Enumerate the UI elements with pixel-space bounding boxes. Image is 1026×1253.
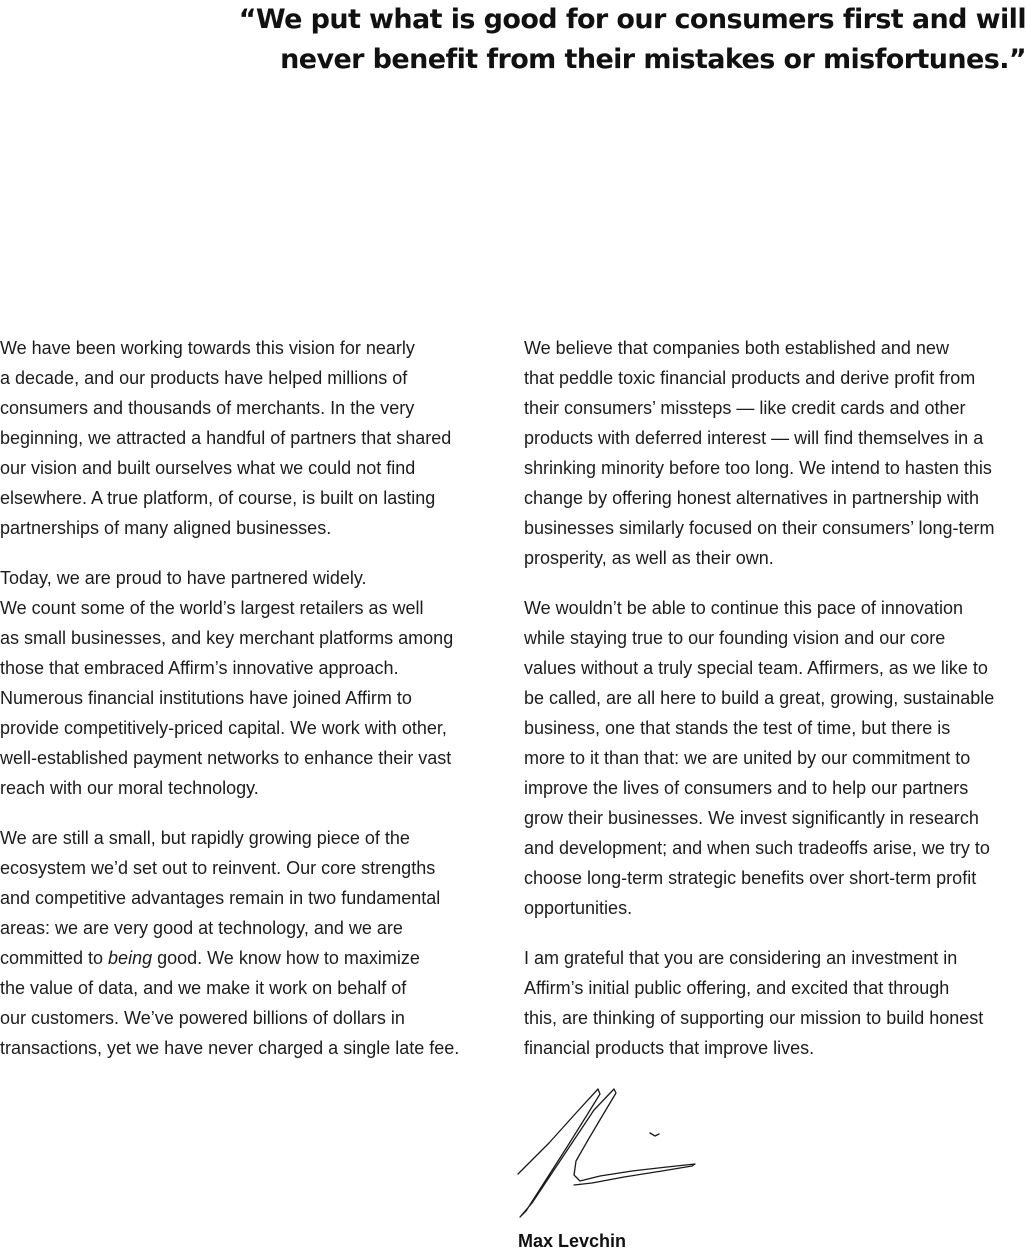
text-line: shrinking minority before too long. We intend to hasten this [524, 458, 992, 478]
text-line: this, are thinking of supporting our mission to build honest [524, 1008, 984, 1028]
text-line: grow their businesses. We invest significantly in research [524, 808, 979, 828]
text-line: We are still a small, but rapidly growing piece of the [0, 828, 410, 848]
text-line: those that embraced Affirm’s innovative approach. [0, 658, 399, 678]
paragraph [0, 563, 490, 803]
text-line: elsewhere. A true platform, of course, is built on lasting [0, 488, 436, 508]
text-line: reach with our moral technology. [0, 778, 259, 798]
paragraph [0, 333, 490, 543]
text-line: consumers and thousands of merchants. In the very [0, 398, 415, 418]
text-line: and development; and when such tradeoffs arise, we try to [524, 838, 990, 858]
text-line: beginning, we attracted a handful of partners that shared [0, 428, 452, 448]
pull-quote [186, 0, 1026, 80]
text-line: Numerous financial institutions have joined Affirm to [0, 688, 412, 708]
text-line: We count some of the world’s largest retailers as well [0, 598, 424, 618]
text-line: be called, are all here to build a great, growing, sustainable [524, 688, 995, 708]
paragraph [524, 333, 1026, 573]
text-line: financial products that improve lives. [524, 1038, 815, 1058]
text-line: prosperity, as well as their own. [524, 548, 774, 568]
text-line: businesses similarly focused on their consumers’ long-term [524, 518, 995, 538]
text-line: areas: we are very good at technology, and we are [0, 918, 403, 938]
text-line: well-established payment networks to enhance their vast [0, 748, 452, 768]
signer-name: Max Levchin [518, 1231, 627, 1251]
text-line: partnerships of many aligned businesses. [0, 518, 332, 538]
text-line: while staying true to our founding vision and our core [524, 628, 946, 648]
text-line-mixed [0, 943, 490, 973]
emphasis-word: being [108, 948, 153, 968]
text-line: Affirm’s initial public offering, and excited that through [524, 978, 950, 998]
paragraph [524, 943, 1026, 1063]
text-line: a decade, and our products have helped millions of [0, 368, 408, 388]
text-line: and competitive advantages remain in two fundamental [0, 888, 441, 908]
text-line: products with deferred interest — will find themselves in a [524, 428, 984, 448]
text-line: their consumers’ missteps — like credit cards and other [524, 398, 966, 418]
text-line: ecosystem we’d set out to reinvent. Our core strengths [0, 858, 436, 878]
text-line: our vision and built ourselves what we could not find [0, 458, 416, 478]
text-line: We have been working towards this vision for nearly [0, 338, 415, 358]
paragraph [524, 593, 1026, 923]
text-line: that peddle toxic financial products and derive profit from [524, 368, 976, 388]
text-line: I am grateful that you are considering an investment in [524, 948, 958, 968]
paragraph [0, 823, 490, 1063]
text-line: more to it than that: we are united by our commitment to [524, 748, 971, 768]
pull-quote-line: “We put what is good for our consumers first and will [238, 4, 1026, 35]
text-line: Today, we are proud to have partnered widely. [0, 568, 367, 588]
handwritten-signature-icon [512, 1085, 712, 1225]
text-line: We believe that companies both established and new [524, 338, 949, 358]
text-line: improve the lives of consumers and to help our partners [524, 778, 969, 798]
left-column [0, 333, 490, 1083]
text-line: business, one that stands the test of time, but there is [524, 718, 951, 738]
text-line: the value of data, and we make it work on behalf of [0, 978, 407, 998]
text-line: We wouldn’t be able to continue this pace of innovation [524, 598, 963, 618]
text-line: values without a truly special team. Affirmers, as we like to [524, 658, 988, 678]
pull-quote-line: never benefit from their mistakes or misfortunes.” [280, 44, 1026, 75]
text-line: change by offering honest alternatives in partnership with [524, 488, 979, 508]
right-column [524, 333, 1026, 1083]
text-line: opportunities. [524, 898, 633, 918]
text-fragment: committed to [0, 948, 109, 968]
text-line: our customers. We’ve powered billions of dollars in [0, 1008, 405, 1028]
text-fragment: good. We know how to maximize [152, 948, 420, 968]
text-line: as small businesses, and key merchant platforms among [0, 628, 454, 648]
text-line: transactions, yet we have never charged a single late fee. [0, 1038, 460, 1058]
text-line: provide competitively-priced capital. We work with other, [0, 718, 447, 738]
text-line: choose long-term strategic benefits over short-term profit [524, 868, 977, 888]
